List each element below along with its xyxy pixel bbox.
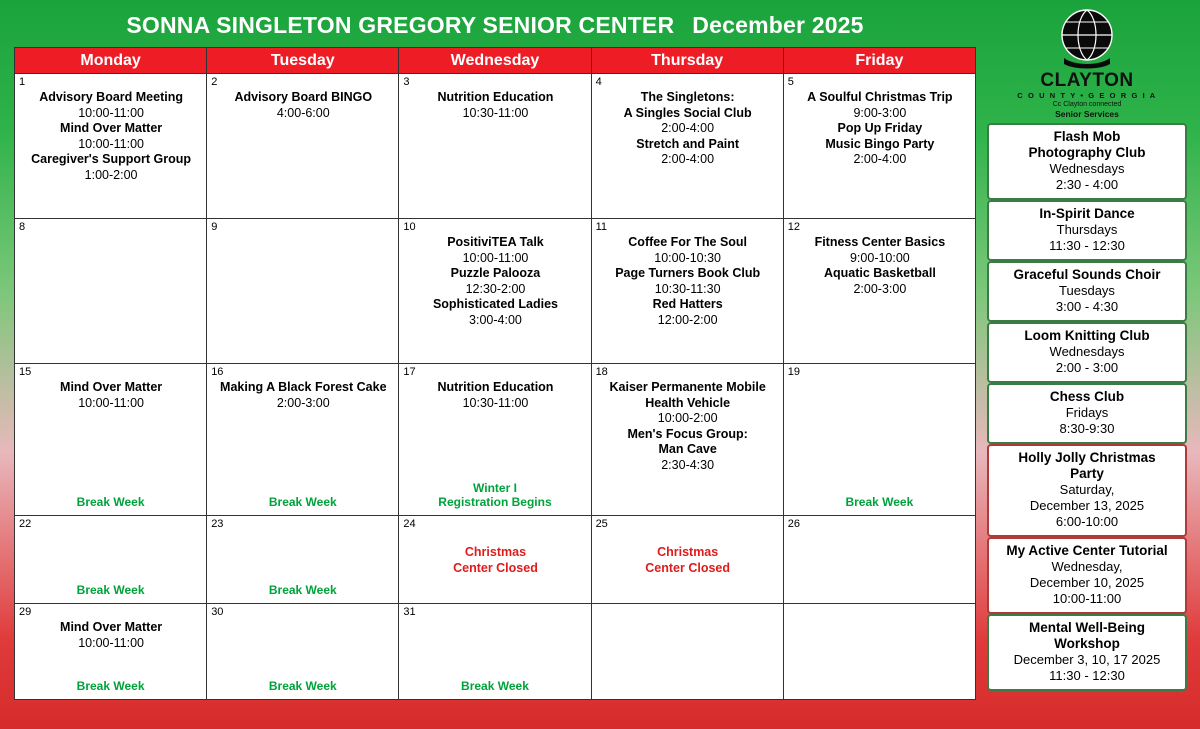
- day-number: 11: [595, 221, 607, 233]
- day-number: 1: [19, 76, 26, 88]
- event-time: 10:00-2:00: [657, 411, 718, 425]
- day-number: 31: [403, 606, 416, 618]
- program-card-line: December 13, 2025: [1029, 498, 1145, 513]
- day-number: 19: [787, 366, 800, 378]
- calendar-day-cell[interactable]: [591, 219, 783, 364]
- day-number: 3: [403, 76, 410, 88]
- program-card-title: Loom Knitting Club: [1024, 328, 1150, 343]
- event-time: 10:30-11:30: [654, 281, 721, 296]
- event-time: 1:00-2:00: [84, 167, 138, 182]
- event-title[interactable]: Page Turners Book Club: [615, 266, 761, 280]
- calendar-day-cell[interactable]: [207, 74, 399, 219]
- event-title[interactable]: Pop Up Friday: [837, 121, 923, 135]
- event-title[interactable]: Music Bingo Party: [825, 136, 935, 151]
- event-title[interactable]: Fitness Center Basics: [814, 235, 946, 249]
- program-card-line: Tuesdays: [1059, 283, 1115, 298]
- day-number: 5: [787, 76, 794, 88]
- day-number: 22: [19, 518, 32, 530]
- program-card-line: Saturday,: [1059, 482, 1115, 497]
- event-title[interactable]: Stretch and Paint: [636, 136, 740, 151]
- program-card[interactable]: [987, 123, 1187, 200]
- event-title[interactable]: Advisory Board BINGO: [234, 90, 373, 104]
- calendar-area: [14, 6, 976, 721]
- day-events: [596, 380, 780, 473]
- day-number: 8: [19, 221, 26, 233]
- event-title[interactable]: Mind Over Matter: [60, 380, 163, 394]
- program-card-line: 3:00 - 4:30: [1055, 299, 1119, 314]
- day-note: Break Week: [845, 495, 914, 509]
- program-card[interactable]: [987, 383, 1187, 444]
- calendar-day-cell[interactable]: [783, 364, 975, 516]
- calendar-day-cell[interactable]: [399, 74, 591, 219]
- day-number: 10: [403, 221, 416, 233]
- day-number: 15: [19, 366, 32, 378]
- logo-tagline: Cc Clayton connected: [1052, 101, 1122, 108]
- event-title[interactable]: Red Hatters: [652, 297, 723, 311]
- calendar-day-cell[interactable]: [207, 219, 399, 364]
- calendar-day-cell[interactable]: [591, 516, 783, 604]
- month-label: December 2025: [692, 12, 864, 38]
- event-time: 9:00-3:00: [853, 105, 907, 120]
- sidebar: [984, 6, 1190, 721]
- day-events: [19, 380, 203, 411]
- event-time: 10:00-11:00: [78, 105, 144, 120]
- event-title[interactable]: Nutrition Education: [437, 380, 554, 394]
- day-number: 23: [211, 518, 224, 530]
- program-card-line: December 3, 10, 17 2025: [1013, 652, 1161, 667]
- event-time: 12:30-2:00: [465, 281, 526, 296]
- globe-icon: [1044, 8, 1130, 70]
- program-card-title: In-Spirit Dance: [1039, 206, 1135, 221]
- program-card[interactable]: [987, 322, 1187, 383]
- program-card-title: Holly Jolly Christmas Party: [1018, 450, 1156, 481]
- calendar-day-cell[interactable]: [15, 74, 207, 219]
- event-title[interactable]: Kaiser Permanente Mobile: [609, 380, 766, 394]
- day-events: [403, 90, 587, 121]
- program-card-line: 8:30-9:30: [1059, 421, 1115, 436]
- event-time: 10:30-11:00: [462, 105, 529, 120]
- day-events: [211, 380, 395, 411]
- day-number: 9: [211, 221, 218, 233]
- event-title[interactable]: Sophisticated Ladies: [432, 297, 558, 311]
- program-card-title: Flash Mob Photography Club: [1028, 129, 1146, 160]
- weekday-header: Monday: [15, 48, 207, 74]
- event-time: 2:00-3:00: [853, 281, 907, 296]
- event-title[interactable]: Man Cave: [658, 442, 717, 456]
- event-title[interactable]: Puzzle Palooza: [450, 266, 541, 280]
- calendar-day-cell[interactable]: [783, 516, 975, 604]
- calendar-day-cell[interactable]: [207, 364, 399, 516]
- day-events: [403, 235, 587, 328]
- event-title[interactable]: Mind Over Matter: [60, 620, 163, 634]
- logo-brand: CLAYTON: [1040, 70, 1134, 91]
- event-time: 12:00-2:00: [657, 312, 718, 327]
- program-card-line: Wednesdays: [1049, 161, 1125, 176]
- event-time: 4:00-6:00: [276, 105, 330, 120]
- event-time: 2:30-4:30: [661, 457, 715, 472]
- event-title[interactable]: A Soulful Christmas Trip: [807, 90, 953, 104]
- calendar-week-row: [15, 516, 976, 604]
- day-number: 12: [787, 221, 800, 233]
- calendar-day-cell[interactable]: [399, 604, 591, 700]
- program-card-line: 11:30 - 12:30: [1049, 668, 1125, 683]
- calendar-day-cell[interactable]: [591, 364, 783, 516]
- program-card[interactable]: [987, 537, 1187, 614]
- event-time: 9:00-10:00: [849, 250, 910, 265]
- program-card-line: 10:00-11:00: [1052, 591, 1122, 606]
- weekday-header-row: [15, 48, 976, 74]
- day-note: Break Week: [268, 495, 337, 509]
- program-card-title: Mental Well-Being Workshop: [1028, 620, 1145, 651]
- calendar-day-cell[interactable]: [399, 516, 591, 604]
- event-time: 2:00-4:00: [853, 152, 907, 166]
- program-card-line: 2:30 - 4:00: [1055, 177, 1119, 192]
- event-title[interactable]: Mind Over Matter: [60, 121, 163, 135]
- calendar-day-cell[interactable]: [15, 364, 207, 516]
- calendar-day-cell[interactable]: [207, 604, 399, 700]
- program-card-line: 11:30 - 12:30: [1049, 238, 1125, 253]
- event-time: 10:00-11:00: [78, 395, 144, 410]
- calendar-day-cell[interactable]: [783, 74, 975, 219]
- day-note: Break Week: [461, 679, 529, 693]
- event-title[interactable]: Aquatic Basketball: [823, 266, 936, 280]
- program-card-line: Thursdays: [1056, 222, 1118, 237]
- calendar-day-cell[interactable]: [399, 219, 591, 364]
- event-time: 2:00-3:00: [276, 395, 330, 410]
- day-number: 18: [595, 366, 608, 378]
- day-events: [403, 380, 587, 411]
- event-time: 10:00-11:00: [78, 136, 144, 151]
- event-title[interactable]: PositiviTEA Talk: [447, 235, 544, 249]
- logo-department: Senior Services: [1055, 109, 1119, 119]
- calendar-day-cell[interactable]: [399, 364, 591, 516]
- day-number: 4: [595, 76, 602, 88]
- day-events: [19, 90, 203, 183]
- weekday-header: Wednesday: [399, 48, 591, 74]
- day-number: 2: [211, 76, 218, 88]
- day-events: [19, 620, 203, 651]
- day-events: [788, 235, 972, 297]
- day-number: 30: [211, 606, 224, 618]
- program-card[interactable]: [987, 261, 1187, 322]
- program-card-line: Wednesdays: [1049, 344, 1125, 359]
- day-events: [596, 90, 780, 168]
- event-title[interactable]: Caregiver's Support Group: [31, 152, 192, 166]
- weekday-header: Friday: [783, 48, 975, 74]
- logo-subtitle: C O U N T Y • G E O R G I A: [1017, 91, 1157, 100]
- calendar-day-cell[interactable]: [15, 604, 207, 700]
- day-note: Break Week: [76, 583, 145, 597]
- calendar-week-row: [15, 74, 976, 219]
- day-events: [788, 90, 972, 168]
- event-time: 10:30-11:00: [462, 395, 529, 410]
- program-card-title: Chess Club: [1049, 389, 1125, 404]
- program-card-line: Fridays: [1065, 405, 1109, 420]
- day-events: [596, 235, 780, 328]
- center-name: SONNA SINGLETON GREGORY SENIOR CENTER: [126, 12, 675, 38]
- program-card-title: Graceful Sounds Choir: [1013, 267, 1161, 282]
- day-number: 26: [787, 518, 800, 530]
- event-title[interactable]: Coffee For The Soul: [628, 235, 748, 249]
- program-cards: [987, 123, 1187, 691]
- program-card-line: 6:00-10:00: [1055, 514, 1119, 529]
- weekday-header: Thursday: [591, 48, 783, 74]
- day-closure-note: Christmas Center Closed: [645, 545, 731, 575]
- program-card-line: Wednesday,: [1051, 559, 1123, 574]
- event-time: 10:00-11:00: [462, 250, 529, 265]
- clayton-county-logo: [987, 8, 1187, 119]
- calendar-week-row: [15, 364, 976, 516]
- day-note: Break Week: [76, 679, 145, 693]
- calendar-week-row: [15, 219, 976, 364]
- day-note: Break Week: [268, 679, 337, 693]
- program-card[interactable]: [987, 200, 1187, 261]
- day-note: Break Week: [268, 583, 337, 597]
- event-title[interactable]: The Singletons:: [640, 90, 735, 104]
- calendar-day-cell[interactable]: [783, 604, 975, 700]
- calendar-day-cell[interactable]: [591, 74, 783, 219]
- event-time: 2:00-4:00: [661, 121, 715, 135]
- event-time: 10:00-10:30: [654, 250, 722, 265]
- day-number: 17: [403, 366, 416, 378]
- event-time: 3:00-4:00: [469, 312, 522, 327]
- event-title[interactable]: Making A Black Forest Cake: [220, 380, 387, 394]
- calendar-day-cell[interactable]: [15, 219, 207, 364]
- program-card-title: My Active Center Tutorial: [1006, 543, 1168, 558]
- calendar-day-cell[interactable]: [15, 516, 207, 604]
- day-number: 25: [595, 518, 608, 530]
- day-number: 16: [211, 366, 224, 378]
- day-events: [211, 90, 395, 121]
- day-number: 29: [19, 606, 32, 618]
- day-number: 24: [403, 518, 416, 530]
- calendar-week-row: [15, 604, 976, 700]
- event-title[interactable]: A Singles Social Club: [623, 105, 752, 120]
- program-card-line: 2:00 - 3:00: [1055, 360, 1119, 375]
- weekday-header: Tuesday: [207, 48, 399, 74]
- day-note: Winter I Registration Begins: [438, 481, 552, 509]
- event-title[interactable]: Advisory Board Meeting: [39, 90, 183, 104]
- event-title[interactable]: Men's Focus Group:: [627, 426, 748, 441]
- program-card[interactable]: [987, 444, 1187, 537]
- calendar-day-cell[interactable]: [783, 219, 975, 364]
- program-card[interactable]: [987, 614, 1187, 691]
- calendar-day-cell[interactable]: [591, 604, 783, 700]
- event-time: 10:00-11:00: [78, 635, 144, 650]
- day-note: Break Week: [76, 495, 145, 509]
- day-closure-note: Christmas Center Closed: [453, 545, 538, 575]
- event-title[interactable]: Nutrition Education: [437, 90, 554, 104]
- calendar-table: [14, 47, 976, 700]
- program-card-line: December 10, 2025: [1029, 575, 1145, 590]
- event-time: 2:00-4:00: [661, 152, 715, 166]
- page-title: [14, 6, 976, 47]
- event-title[interactable]: Health Vehicle: [645, 395, 731, 410]
- calendar-day-cell[interactable]: [207, 516, 399, 604]
